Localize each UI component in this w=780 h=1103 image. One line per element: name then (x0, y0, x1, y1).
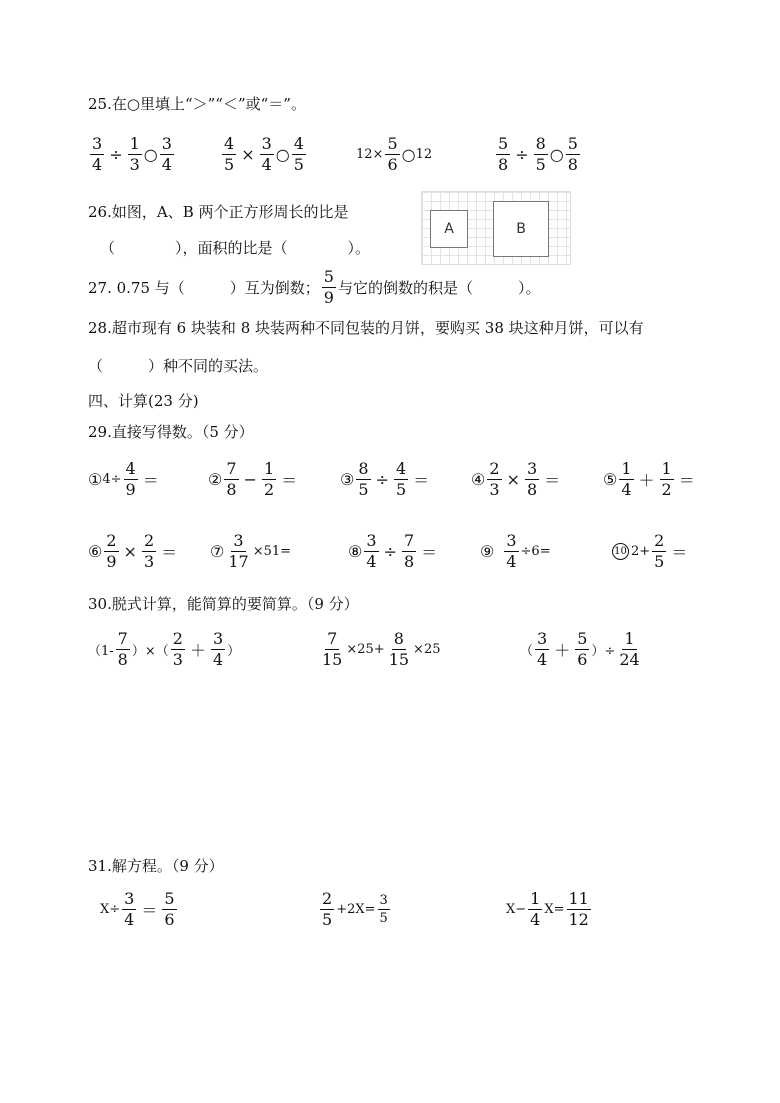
compare-circle[interactable]: ○ (401, 145, 416, 164)
q29-item-6: ⑥ $\frac{2}{9}$ × $\frac{2}{3}$ ＝ (88, 531, 178, 571)
q31-title: 31.解方程。（9 分） (88, 857, 224, 875)
q25-expr-1: $\frac{3}{4}$ ÷ $\frac{1}{3}$ ○ $\frac{3}{4}$ (92, 134, 172, 174)
q31-expr-1: X÷ $\frac{3}{4}$ ＝ $\frac{5}{6}$ (100, 889, 175, 929)
section-heading: 四、计算(23 分) (88, 392, 199, 410)
q27-pre: 27. 0.75 与（ ）互为倒数； (88, 279, 320, 297)
q29-item-10: 10 2+ $\frac{2}{5}$ ＝ (612, 533, 690, 570)
q27: 27. 0.75 与（ ）互为倒数； $\frac{5}{9}$ 与它的倒数的积是（ ）。 (88, 267, 541, 307)
q26-line1: 26.如图，A、B 两个正方形周长的比是 (88, 203, 349, 221)
q30-expr-2: $\frac{7}{15}$ ×25+ $\frac{8}{15}$ ×25 (322, 629, 441, 669)
compare-circle[interactable]: ○ (143, 145, 158, 164)
q27-post: 与它的倒数的积是（ ）。 (337, 279, 541, 297)
compare-circle[interactable]: ○ (275, 145, 290, 164)
q29-item-7: ⑦ $\frac{3}{17}$ ×51= (210, 531, 292, 571)
q29-item-2: ② $\frac{7}{8}$ − $\frac{1}{2}$ ＝ (208, 459, 298, 499)
q29-item-3: ③ $\frac{8}{5}$ ÷ $\frac{4}{5}$ ＝ (340, 459, 430, 499)
circled-number-10: 10 (612, 543, 629, 560)
q31-expr-2: $\frac{2}{5}$ +2X= $\frac{3}{5}$ (322, 889, 388, 929)
q30-title: 30.脱式计算，能简算的要简算。（9 分） (88, 595, 359, 613)
q29-item-8: ⑧ $\frac{3}{4}$ ÷ $\frac{7}{8}$ ＝ (348, 531, 438, 571)
square-b-label: B (516, 221, 526, 237)
square-grid-figure (421, 191, 571, 265)
q29-item-1: ① 4÷ $\frac{4}{9}$ ＝ (88, 459, 159, 499)
q25-text: 25.在○里填上“＞”“＜”或“＝”。 (88, 95, 306, 113)
q28-line1: 28.超市现有 6 块装和 8 块装两种不同包装的月饼，要购买 38 块这种月饼，可以有 (88, 319, 644, 337)
q29-item-5: ⑤ $\frac{1}{4}$ ＋ $\frac{1}{2}$ ＝ (603, 459, 695, 499)
q29-item-9: ⑨ $\frac{3}{4}$ ÷6= (480, 531, 551, 571)
q30-expr-3: （ $\frac{3}{4}$ ＋ $\frac{5}{6}$ ）÷ $\frac{1}{24}$ (520, 629, 640, 669)
q25-expr-3: 12× $\frac{5}{6}$ ○ 12 (356, 134, 433, 174)
square-b (493, 201, 549, 257)
q25-expr-2: $\frac{4}{5}$ × $\frac{3}{4}$ ○ $\frac{4}{5}$ (224, 134, 304, 174)
q25-expr-4: $\frac{5}{8}$ ÷ $\frac{8}{5}$ ○ $\frac{5}{8}$ (498, 134, 578, 174)
q31-expr-3: X− $\frac{1}{4}$ X= $\frac{11}{12}$ (506, 889, 589, 929)
q29-item-4: ④ $\frac{2}{3}$ × $\frac{3}{8}$ ＝ (471, 459, 561, 499)
q29-title: 29.直接写得数。（5 分） (88, 423, 254, 441)
q30-expr-1: （1- $\frac{7}{8}$ ）×（ $\frac{2}{3}$ ＋ $\frac{3}{4}$ ） (88, 629, 241, 669)
q28-line2: （ ）种不同的买法。 (88, 357, 269, 375)
square-a (430, 210, 468, 248)
compare-circle[interactable]: ○ (549, 145, 564, 164)
square-a-label: A (444, 221, 454, 237)
q26-line2: （ ），面积的比是（ ）。 (100, 239, 371, 257)
